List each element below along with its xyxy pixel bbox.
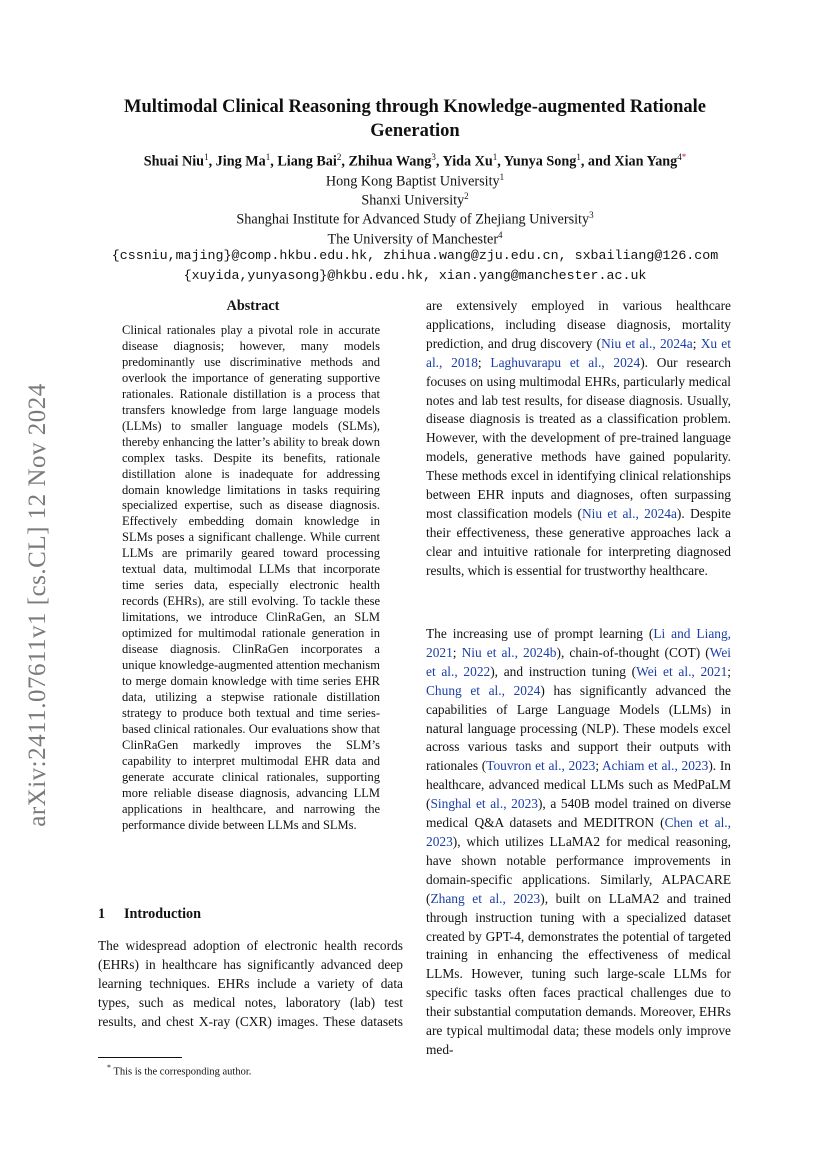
footnote: * This is the corresponding author. [107, 1063, 252, 1078]
text-run: ; [692, 335, 701, 351]
citation-link[interactable]: Singhal et al., 2023 [430, 796, 538, 812]
text-run: ), chain-of-thought (COT) ( [556, 644, 710, 660]
author: Zhihua Wang [348, 153, 432, 170]
citation-link[interactable]: Niu et al., 2024a [581, 505, 677, 521]
text-run: ). Despite their effectiveness, these generative approaches lack a clear and intuitive rationale for interpreting diagnosed results, which is essential for trustworthy healthcare. [426, 505, 731, 578]
author-list: Shuai Niu$^1$, Jing Ma$^1$, Liang Bai$^2$, Zhihua Wang$^3$, Yida Xu$^1$, Yunya Song$^1$, and Xian Yang$^{4*}$ [143, 152, 687, 170]
citation-link[interactable]: Zhang et al., 2023 [430, 890, 541, 906]
text-run: ), a 540B model trained on diverse medical Q&A datasets and MEDITRON ( [426, 796, 731, 831]
text-run: The increasing use of prompt learning ( [426, 626, 654, 641]
affiliation: The University of Manchester$^4$ [327, 230, 503, 248]
author-emails: {xuyida,yunyasong}@hkbu.edu.hk, xian.yang@manchester.ac.uk [183, 268, 647, 283]
footnote-rule [98, 1057, 182, 1058]
text-run: ) has significantly advanced the capabilities of Large Language Models (LLMs) in natural language processing (NLP). These models excel across various tasks and support their outputs with rationales ( [426, 682, 732, 774]
arxiv-stamp: arXiv:2411.07611v1 [cs.CL] 12 Nov 2024 [24, 383, 51, 827]
citation-link[interactable]: Chen et al., 2023 [426, 815, 731, 849]
citation-link[interactable]: Wei et al., 2021 [636, 663, 728, 679]
corresponding-mark[interactable]: * [681, 152, 687, 162]
author: Yida Xu [442, 153, 493, 170]
paper-title: Multimodal Clinical Reasoning through Knowledge-augmented Rationale Generation [124, 97, 706, 141]
citation-link[interactable]: Achiam et al., 2023 [602, 758, 709, 774]
text-run: The widespread adoption of electronic health records (EHRs) in healthcare has significantly advanced deep learning techniques. EHRs include a variety of data types, such as medical notes, laboratory (lab) test results, and chest X-ray (CXR) images. These datasets [98, 938, 403, 1029]
text-run: are extensively employed in various healthcare applications, including disease diagnosis, mortality prediction, and drug discovery ( [426, 298, 731, 351]
abstract-text: Clinical rationales play a pivotal role in accurate disease diagnosis; however, many models predominantly use discriminative methods and overlook the importance of generating supportive rationales. Rationale distillation is a process that transfers knowledge from large language models (LLMs) to smaller language models (SLMs), thereby enhancing the latter’s ability to break down complex tasks. Despite its benefits, rationale distillation alone is inadequate for addressing domain knowledge limitations in tasks requiring specialized expertise, such as disease diagnosis. Effectively embedding domain knowledge in SLMs poses a significant challenge. While current LLMs are primarily geared toward processing textual data, multimodal LLMs that incorporate time series data, especially electronic health records (EHRs), are still evolving. To tackle these limitations, we introduce ClinRaGen, an SLM optimized for multimodal rationale generation in disease diagnosis. ClinRaGen incorporates a unique knowledge-augmented attention mechanism to merge domain knowledge with time series EHR data, utilizing a stepwise rationale distillation strategy to produce both textual and time series-based clinical rationales. Our evaluations show that ClinRaGen markedly improves the SLM’s capability to interpret multimodal EHR data and generate accurate clinical rationales, supporting more reliable disease diagnosis, advancing LLM applications in healthcare, and narrowing the performance divide between LLMs and SLMs. [122, 323, 380, 832]
author: Xian Yang [614, 153, 678, 170]
citation-link[interactable]: Laghuvarapu et al., 2024 [490, 354, 641, 370]
text-run: ; [727, 663, 731, 679]
abstract-heading: Abstract [226, 298, 280, 314]
citation-link[interactable]: Chung et al., 2024 [426, 682, 541, 698]
affiliation: Hong Kong Baptist University$^1$ [325, 172, 505, 190]
affiliation: Shanxi University$^2$ [361, 191, 469, 209]
citation-link[interactable]: Li and Liang, 2021 [426, 626, 732, 660]
citation-link[interactable]: Wei et al., 2022 [426, 644, 731, 679]
text-run: ), and instruction tuning ( [490, 663, 637, 679]
intro-paragraph-2 [426, 625, 731, 1060]
citation-link[interactable]: Xu et al., 2018 [426, 335, 731, 370]
citation-link[interactable]: Niu et al., 2024b [461, 644, 557, 660]
intro-paragraph-1 [98, 937, 403, 1032]
text-run: ; [477, 354, 491, 370]
intro-paragraph-1-continued [426, 297, 731, 581]
text-run: ), which utilizes LLaMA2 for medical reasoning, have shown notable performance improvements in domain-specific applications. Similarly, ALPACARE ( [426, 833, 731, 906]
citation-link[interactable]: Niu et al., 2024a [601, 335, 693, 351]
text-run: ; [452, 644, 462, 660]
author: Liang Bai [277, 153, 337, 170]
author: Shuai Niu [143, 153, 205, 170]
author: Jing Ma [215, 153, 266, 170]
citation-link[interactable]: Touvron et al., 2023 [486, 758, 596, 774]
text-run: ; [595, 758, 603, 774]
text-run: ). Our research focuses on using multimodal EHRs, particularly medical notes and lab test results, for disease diagnosis. Usually, disease diagnosis is treated as a classification problem. However, with the development of pre-trained language models, generative methods have gained popularity. These methods excel in identifying clinical relationships between EHR inputs and diagnoses, often surpassing most classification models ( [426, 354, 731, 521]
section-heading: 1 Introduction [98, 906, 201, 922]
author: Yunya Song [503, 153, 577, 170]
text-run: ), built on LLaMA2 and trained through instruction tuning with a specialized dataset created by GPT-4, demonstrates the potential of targeted training in enhancing the effectiveness of medical LLMs. However, tuning such large-scale LLMs for specific tasks often faces practical challenges due to their substantial computation demands. Moreover, EHRs are typical multimodal data; these models only improve med- [426, 890, 731, 1057]
text-run: ). In healthcare, advanced medical LLMs such as MedPaLM ( [426, 758, 731, 812]
affiliation: Shanghai Institute for Advanced Study of Zhejiang University$^3$ [236, 210, 594, 228]
author-emails: {cssniu,majing}@comp.hkbu.edu.hk, zhihua.wang@zju.edu.cn, sxbailiang@126.com [111, 248, 719, 263]
